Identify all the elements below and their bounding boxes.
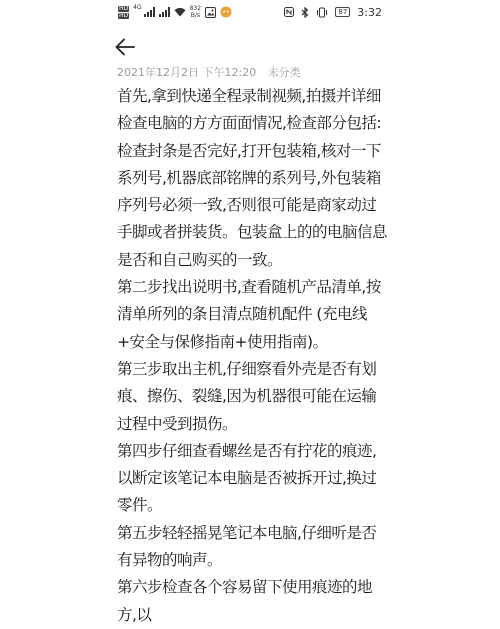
article-meta — [117, 64, 309, 78]
wifi-icon — [174, 7, 186, 17]
article-body — [117, 83, 389, 629]
paragraph-3: 第三步取出主机,仔细察看外壳是否有划痕、擦伤、裂缝,因为机器很可能在运输过程中受到损伤。 — [117, 359, 377, 433]
clock: 3:32 — [357, 5, 382, 19]
status-bar-left — [118, 4, 232, 20]
bluetooth-icon — [301, 7, 309, 18]
sim2-hd-badge: HD — [119, 11, 129, 19]
speed-value: 832 — [189, 5, 202, 12]
paragraph-1: 首先,拿到快递全程录制视频,拍摄并详细检查电脑的方方面面情况,检查部分包括:检查封条是否完好,打开包装箱,核对一下系列号,机器底部铭牌的系列号,外包装箱序列号必须一致,否则很可能是商家动过手脚或者拼装货。包装盒上的的电脑信息是否和自己购买的一致。 — [117, 87, 388, 269]
paragraph-6: 第六步检查各个容易留下使用痕迹的地方,以 — [117, 578, 373, 624]
signal-icon-2 — [159, 7, 170, 17]
image-notification-icon — [205, 7, 216, 18]
vibrate-icon — [316, 7, 328, 18]
app-notification-icon — [220, 6, 232, 18]
paragraph-2: 第二步找出说明书,查看随机产品清单,按清单所列的条目清点随机配件 (充电线+安全与保修指南+使用指南)。 — [117, 278, 381, 351]
network-speed — [190, 5, 201, 19]
nfc-icon — [284, 7, 294, 17]
signal-icon — [144, 7, 155, 17]
article-date: 2021年12月2日 下午12:20 — [117, 66, 257, 79]
speed-unit: B/s — [190, 12, 200, 19]
paragraph-4: 第四步仔细查看螺丝是否有拧花的痕迹,以断定该笔记本电脑是否被拆开过,换过零件。 — [117, 441, 377, 515]
article-category[interactable]: 未分类 — [267, 66, 301, 79]
status-bar-right — [284, 4, 382, 20]
status-bar — [0, 0, 500, 24]
network-type: 4G — [133, 4, 142, 11]
battery-level: 87 — [338, 8, 348, 16]
back-arrow-icon — [113, 35, 137, 59]
battery-icon — [335, 7, 350, 17]
back-button[interactable] — [113, 35, 137, 59]
sim1-hd-badge: HD — [119, 4, 129, 12]
sim-indicators — [118, 6, 129, 19]
paragraph-5: 第五步轻轻摇晃笔记本电脑,仔细听是否有异物的响声。 — [117, 523, 377, 570]
